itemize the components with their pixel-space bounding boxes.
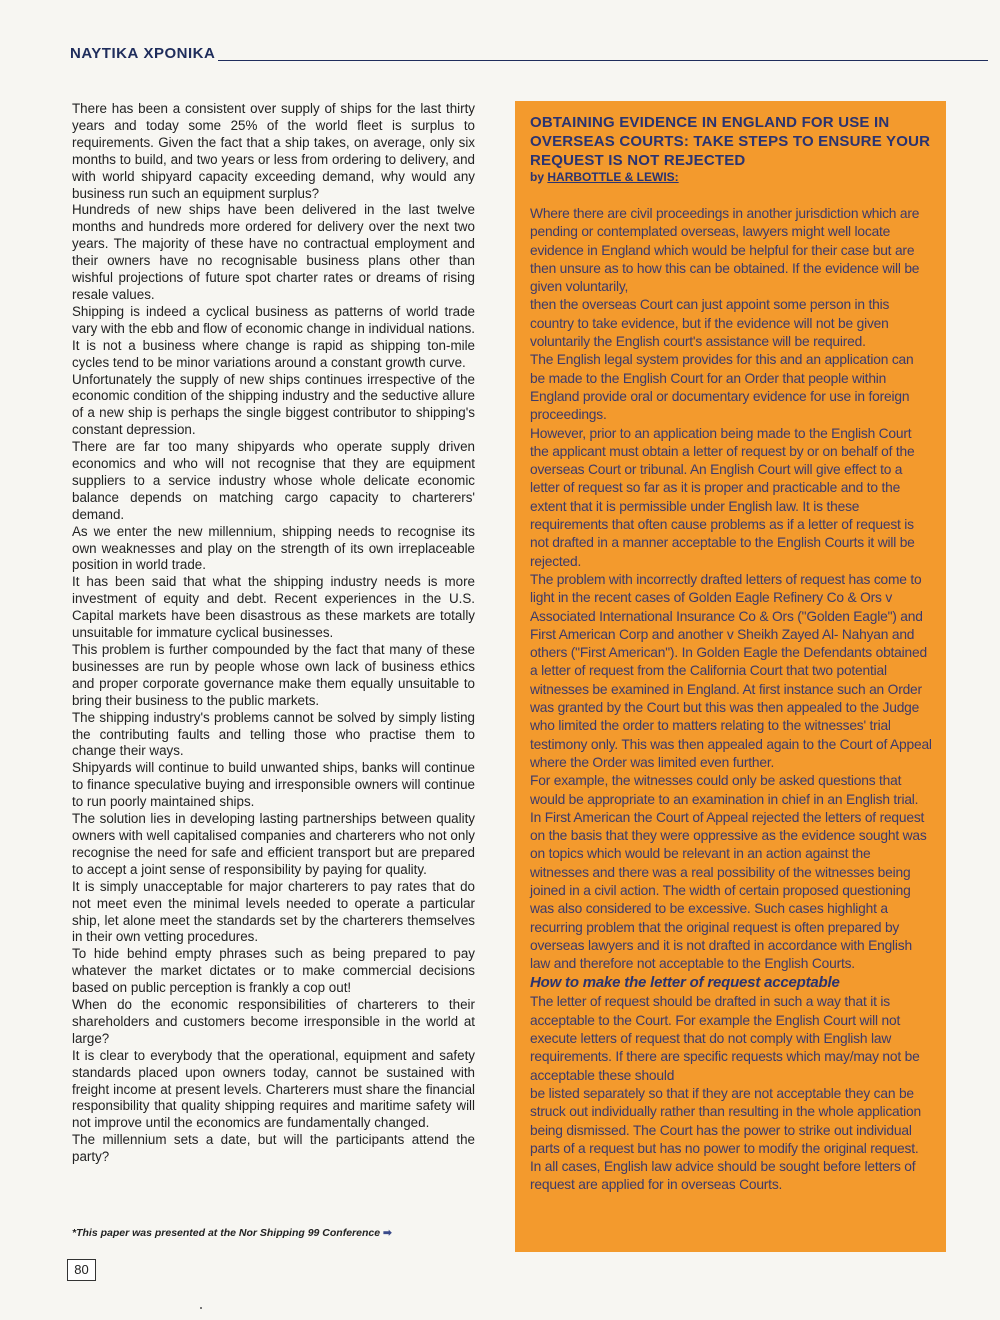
article-paragraph: Shipping is indeed a cyclical business as patterns of world trade vary with the ebb and flow of economic change in individual nations. It is not a business where change is rapid as shipping ton-mile cycles tend to be minor variations around a constant growth curve.	[72, 303, 475, 370]
sidebar-paragraph: The English legal system provides for this and an application can be made to the English Court for an Order that people within England provide oral or documentary evidence for use in foreign proceedings.	[530, 352, 914, 423]
article-paragraph: When do the economic responsibilities of charterers to their shareholders and customers become irresponsible in the world at large?	[72, 997, 475, 1046]
footnote-text: *This paper was presented at the Nor Shipping 99 Conference	[72, 1227, 381, 1239]
sidebar-paragraph: The letter of request should be drafted in such a way that it is acceptable to the Court. For example the English Court will not execute letters of request that do not comply with English law requirements. If there are specific requests which may/may not be acceptable these should	[530, 994, 920, 1083]
article-paragraph: Shipyards will continue to build unwanted ships, banks will continue to finance speculative buying and irresponsible owners will continue to run poorly maintained ships.	[72, 760, 475, 810]
sidebar-byline	[530, 170, 932, 184]
masthead-title: ΝΑΥΤΙΚΑ ΧΡΟΝΙΚΑ	[70, 45, 216, 62]
article-paragraph: It has been said that what the shipping industry needs is more investment of equity and debt. Recent experiences in the U.S. Capital markets have been disastrous as these markets are totally unsuitable for immature cyclical businesses.	[72, 574, 475, 641]
sidebar-subheading: How to make the letter of request acceptable	[530, 974, 840, 992]
footnote	[72, 1227, 392, 1239]
print-speck	[200, 1307, 202, 1309]
main-article-column	[72, 101, 475, 1166]
article-paragraph: This problem is further compounded by the fact that many of these businesses are run by people whose own lack of business ethics and proper corporate governance make them equally unsuitable to bring their business to the public markets.	[72, 642, 475, 708]
article-paragraph: The solution lies in developing lasting partnerships between quality owners with well capitalised companies and charterers who not only recognise the need for safe and efficient transport but are prepared to accept a joint sense of responsibility by paying for quality.	[72, 811, 475, 877]
article-paragraph: There has been a consistent over supply of ships for the last thirty years and today some 25% of the world fleet is surplus to requirements. Given the fact that a ship takes, on average, only six months to build, and two years or less from ordering to delivery, and with world shipyard capacity exceeding demand, why would any business run such an equipment surplus?	[72, 101, 475, 201]
byline-author: HARBOTTLE & LEWIS:	[547, 170, 679, 184]
article-paragraph: It is simply unacceptable for major charterers to pay rates that do not meet even the minimal levels needed to operate a particular ship, let alone meet the standards set by the charterers themselves in their own vetting procedures.	[72, 878, 475, 945]
article-paragraph: As we enter the new millennium, shipping needs to recognise its own weaknesses and play on the strength of its own irreplaceable position in world trade.	[72, 523, 475, 573]
article-paragraph: Hundreds of new ships have been delivered in the last twelve months and hundreds more ordered for delivery over the next two years. The majority of these have no contractual employment and their owners have no recognisable business plans other than wishful projections of future spot charter rates or dreams of rising resale values.	[72, 202, 475, 302]
article-paragraph: The millennium sets a date, but will the participants attend the party?	[72, 1132, 475, 1165]
sidebar-box	[515, 101, 946, 1252]
article-paragraph: Unfortunately the supply of new ships continues irrespective of the economic condition of the shipping industry and the seductive allure of a new ship is perhaps the single biggest contributor to shipping's constant depression.	[72, 371, 475, 438]
sidebar-paragraph: Where there are civil proceedings in another jurisdiction which are pending or contemplated overseas, lawyers might well locate evidence in England which would be helpful for their case but are then unsure as to how this can be obtained. If the evidence will be given voluntarily,	[530, 206, 920, 295]
sidebar-paragraph: The problem with incorrectly drafted letters of request has come to light in the recent cases of Golden Eagle Refinery Co & Ors v Associated International Insurance Co & Ors ("Golden Eagle") and First American Corp and another v Sheikh Zayed Al- Nahyan and others ("First American"). In Golden Eagle the Defendants obtained a letter of request from the California Court that two potential witnesses be examined in England. At first instance such an Order was granted by the Court but this was then appealed to the Judge who limited the order to matters relating to the witnesses' trial testimony only. This was then appealed again to the Court of Appeal where the Order was limited even further.	[530, 571, 932, 770]
sidebar-paragraph: be listed separately so that if they are not acceptable they can be struck out individually rather than resulting in the whole application being dismissed. The Court has the power to strike out individual parts of a request but has no power to modify the original request. In all cases, English law advice should be sought before letters of request are applied for in overseas Courts.	[530, 1085, 921, 1193]
byline-prefix: by	[530, 170, 545, 184]
sidebar-paragraph: then the overseas Court can just appoint some person in this country to take evidence, but if the evidence will not be given voluntarily the English court's assistance will be required.	[530, 297, 890, 350]
article-paragraph: It is clear to everybody that the operational, equipment and safety standards placed upon owners today, cannot be sustained with freight income at present levels. Charterers must share the financial responsibility that quality shipping requires and maritime safety will not improve until the economics are fundamentally changed.	[72, 1047, 475, 1131]
arrow-right-icon: ➡	[383, 1227, 392, 1239]
sidebar-paragraph: However, prior to an application being made to the English Court the applicant must obtain a letter of request by or on behalf of the overseas Court or tribunal. An English Court will give effect to a letter of request so far as it is proper and practicable and to the extent that it is permissible under English law. It is these requirements that often cause problems as if a letter of request is not drafted in a manner acceptable to the English Courts it will be rejected.	[530, 425, 915, 569]
page-number: 80	[67, 1259, 96, 1281]
article-paragraph: To hide behind empty phrases such as being prepared to pay whatever the market dictates or to make commercial decisions based on public perception is frankly a cop out!	[72, 946, 475, 996]
sidebar-title: OBTAINING EVIDENCE IN ENGLAND FOR USE IN OVERSEAS COURTS: TAKE STEPS TO ENSURE YOUR REQUEST IS NOT REJECTED	[530, 114, 931, 169]
article-paragraph: There are far too many shipyards who operate supply driven economics and who will not recognise that they are equipment suppliers to a service industry whose whole delicate economic balance depends on matching cargo capacity to charterers' demand.	[72, 439, 475, 522]
sidebar-paragraph: For example, the witnesses could only be asked questions that would be appropriate to an examination in chief in an English trial. In First American the Court of Appeal rejected the letters of request on the basis that they were oppressive as the evidence sought was on topics which would be relevant in an action against the witnesses and there was a real possibility of the witnesses being joined in a civil action. The width of certain proposed questioning was also considered to be excessive. Such cases highlight a recurring problem that the original request is often prepared by overseas lawyers and it is not drafted in accordance with English law and therefore not acceptable to the English Courts.	[530, 773, 927, 972]
sidebar-body	[530, 205, 932, 1195]
article-paragraph: The shipping industry's problems cannot be solved by simply listing the contributing faults and telling those who practise them to change their ways.	[72, 709, 475, 759]
masthead-rule	[218, 60, 988, 61]
